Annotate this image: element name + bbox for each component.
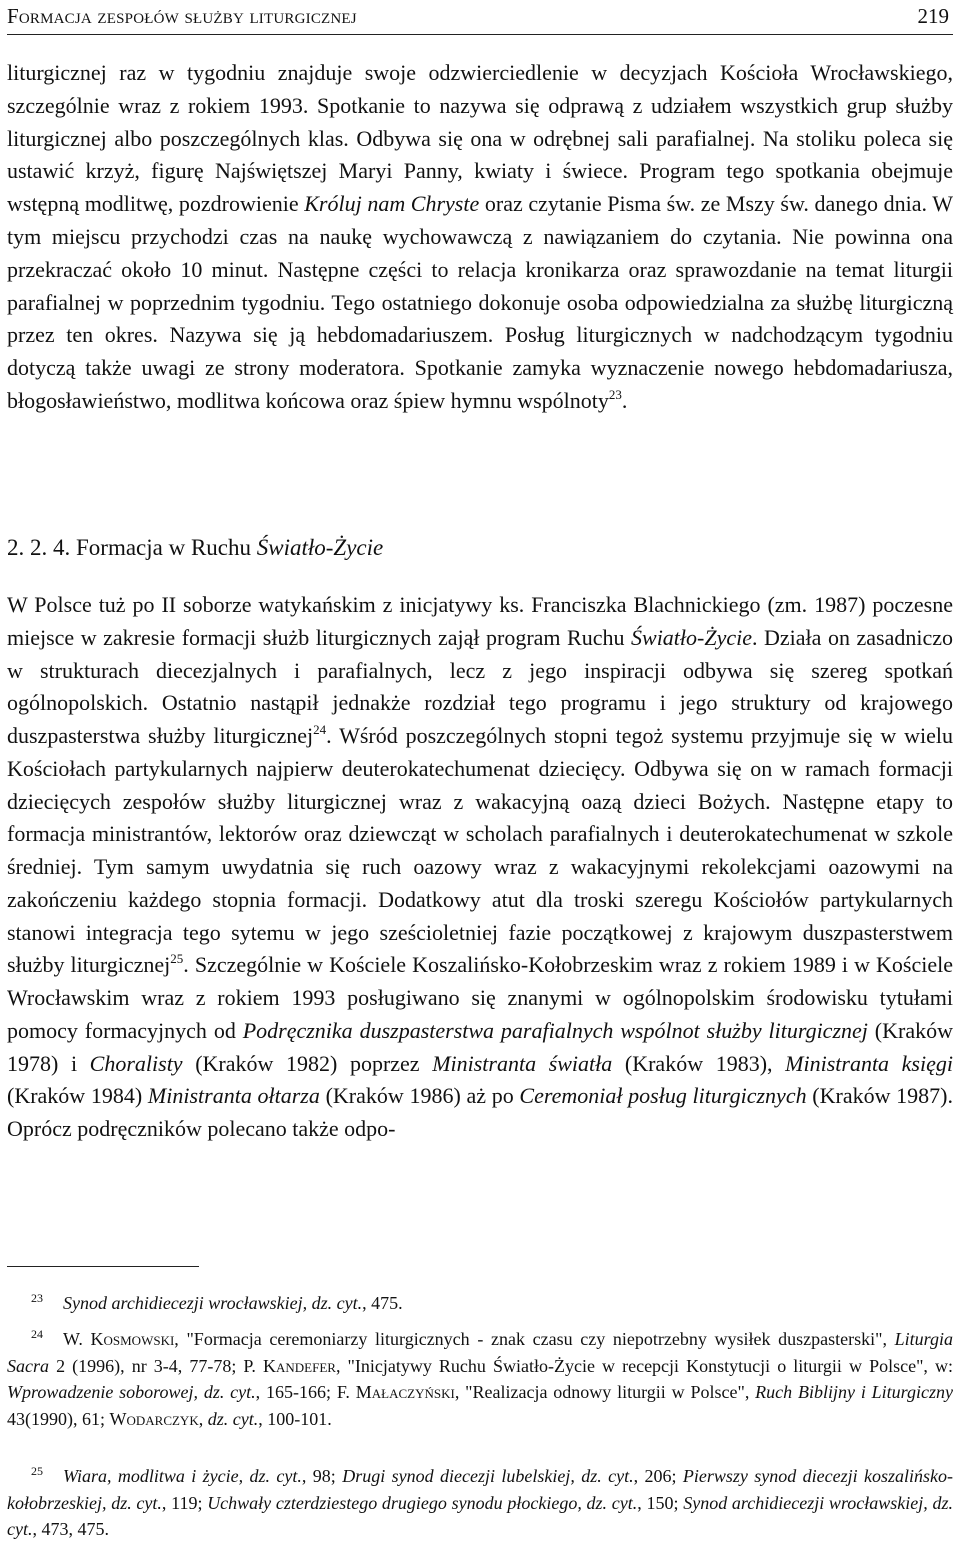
footnote-ref-24[interactable]: 24 [313, 722, 327, 737]
footnote-rule [7, 1266, 199, 1267]
footnote-number: 24 [31, 1327, 43, 1341]
header-rule [7, 34, 953, 35]
footnote-ref-23[interactable]: 23 [608, 386, 622, 402]
author-name: Kosmowski [90, 1329, 175, 1349]
footnote-number: 25 [31, 1464, 43, 1478]
author-name: Kandefer [263, 1355, 336, 1376]
footnote-25: $^{25}$ Wiara, modlitwa i życie, dz. cyt., 98; Drugi synod diecezji lubelskiej, dz. cyt., 206; Pierwszy synod diecezji koszalińsko-kołobrzeskiej, dz. cyt., 119; Uchwały czterdziestego drugiego synodu płockiego, dz. cyt., 150; Synod archidiecezji wrocławskiej, dz. cyt., 473, 475. [7, 1464, 953, 1539]
footnote-24: $^{24}$ W. Kosmowski, "Formacja ceremoniarzy liturgicznych - znak czasu czy niepotrzebny wysiłek duszpasterski", Liturgia Sacra 2 (1996), nr 3-4, 77-78; P. Kandefer, "Inicjatywy Ruchu Światło-Życie w recepcji Konstytucji o liturgii w Polsce", w: Wprowadzenie soborowej, dz. cyt., 165-166; F. Małaczyński, "Realizacja odnowy liturgii w Polsce", Ruch Biblijny i Liturgiczny 43(1990), 61; Wodarczyk, dz. cyt., 100-101. [7, 1327, 953, 1429]
section-heading: 2. 2. 4. Formacja w Ruchu Światło-Życie [7, 535, 384, 560]
footnote-23: $^{23}$ Synod archidiecezji wrocławskiej, dz. cyt., 475. [31, 1291, 403, 1313]
running-header [7, 4, 953, 34]
author-name: Wodarczyk [109, 1408, 199, 1429]
footnote-ref-25[interactable]: 25 [170, 951, 184, 967]
document-page [7, 0, 953, 1550]
paragraph-1-text: liturgicznej raz w tygodniu znajduje swoje odzwierciedlenie w decyzjach Kościoła Wrocławskiego, szczególnie wraz z rokiem 1993. Spotkanie to nazywa się odprawą z udziałem wszystkich grup służby liturgicznej albo poszczególnych klas. Odbywa się ona w odrębnej sali parafialnej. Na stoliku poleca się ustawić krzyż, figurę Najświętszej Maryi Panny, kwiaty i świece. Program tego spotkania obejmuje wstępną modlitwę, pozdrowienie Króluj nam Chryste oraz czytanie Pisma św. ze Mszy św. danego dnia. W tym miejscu przychodzi czas na naukę wychowawczą z nawiązaniem do czytania. Nie powinna ona przekraczać około 10 minut. Następne części to relacja kronikarza oraz sprawozdanie na temat liturgii parafialnej w poprzednim tygodniu. Tego ostatniego dokonuje osoba odpowiedzialna za służbę liturgiczną przez ten okres. Nazywa się ją hebdomadariuszem. Posług liturgicznych w nadchodzącym tygodniu dotyczą także uwagi ze strony moderatora. Spotkanie zamyka wyznaczenie nowego hebdomadariusza, błogosławieństwo, modlitwa końcowa oraz śpiew hymnu wspólnoty$^{23}$. [7, 60, 953, 413]
page-number: 219 [917, 4, 949, 28]
running-title: Formacja zespołów służby liturgicznej [7, 4, 357, 28]
paragraph-1 [7, 57, 953, 418]
paragraph-2-text: W Polsce tuż po II soborze watykańskim z inicjatywy ks. Franciszka Blachnickiego (zm. 1987) poczesne miejsce w zakresie formacji służb liturgicznych zajął program Ruchu Światło-Życie. Działa on zasadniczo w strukturach diecezjalnych i parafialnych, lecz z jego inspiracji odbywa się szereg spotkań ogólnopolskich. Ostatnio nastąpił jednakże rozdział tego programu i jego struktury od krajowego duszpasterstwa służby liturgicznej$^{24}$. Wśród poszczególnych stopni tegoż systemu przyjmuje się w wielu Kościołach partykularnych najpierw deuterokatechumenat dziecięcy. Odbywa się on w ramach formacji dziecięcych zespołów służby liturgicznej wraz z wakacyjną oazą dzieci Bożych. Następne etapy to formacja ministrantów, lektorów oraz dziewcząt w scholach parafialnych i deuterokatechumenat w szkole średniej. Tym samym uwydatnia się ruch oazowy wraz z wakacyjnymi rekolekcjami oazowymi na zakończeniu każdego stopnia formacji. Dodatkowy atut dla troski szeregu Kościołów partykularnych stanowi integracja tego sytemu w jego sześcioletniej fazie początkowej z krajowym duszpasterstwem służby liturgicznej$^{25}$. Szczególnie w Kościele Koszalińsko-Kołobrzeskim wraz z rokiem 1989 i w Kościele Wrocławskim wraz z rokiem 1993 posługiwano się znanymi w ogólnopolskim środowisku tytułami pomocy formacyjnych od Podręcznika duszpasterstwa parafialnych wspólnot służby liturgicznej (Kraków 1978) i Choralisty (Kraków 1982) poprzez Ministranta światła (Kraków 1983), Ministranta księgi (Kraków 1984) Ministranta ołtarza (Kraków 1986) aż po Ceremoniał posług liturgicznych (Kraków 1987). Oprócz podręczników polecano także odpo- [7, 592, 954, 1141]
footnote-number: 23 [31, 1291, 43, 1305]
author-name: Małaczyński [355, 1382, 455, 1402]
paragraph-2 [7, 589, 953, 1146]
